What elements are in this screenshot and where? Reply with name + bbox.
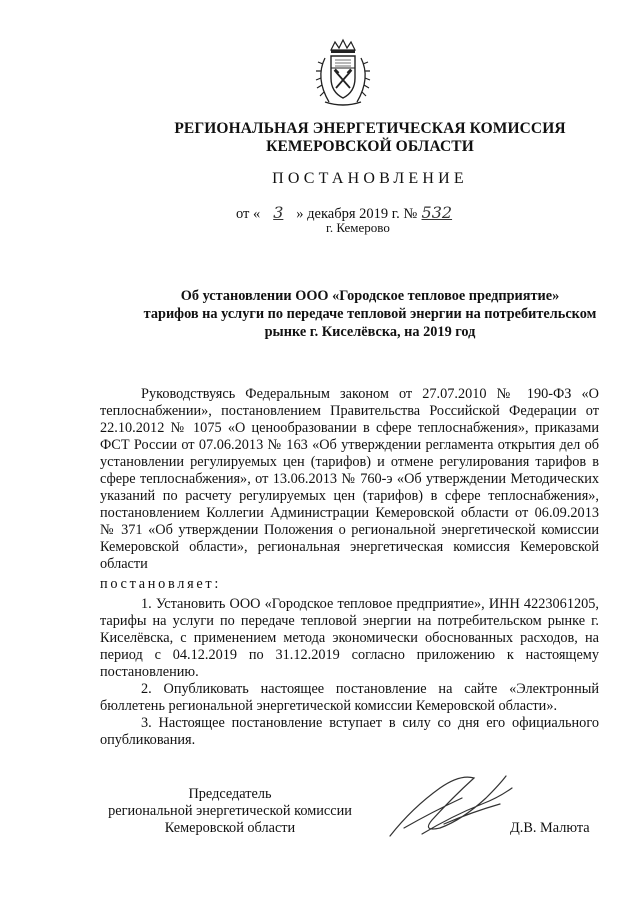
document-title-line: Об установлении ООО «Городское тепловое предприятие» bbox=[180, 288, 560, 304]
handwritten-signature bbox=[382, 758, 522, 848]
document-number: 532 bbox=[421, 203, 453, 222]
resolution-item-1: 1. Установить ООО «Городское тепловое предприятие», ИНН 4223061205, тарифы на услуги по передаче тепловой энергии на потребительском рынке г. Киселёвска, с применением метода экономически обоснованных расходов, на период с 04.12.2019 по 31.12.2019 согласно приложению к настоящему постановлению. bbox=[100, 596, 599, 680]
resolution-item-2: 2. Опубликовать настоящее постановление на сайте «Электронный бюллетень региональной энергетической комиссии Кемеровской области». bbox=[100, 681, 599, 714]
document-title-line: тарифов на услуги по передаче тепловой энергии на потребительском bbox=[143, 306, 597, 322]
document-city: г. Кемерово bbox=[326, 220, 390, 235]
resolution-item-3: 3. Настоящее постановление вступает в силу со дня его официального опубликования. bbox=[100, 715, 599, 748]
organization-region: КЕМЕРОВСКОЙ ОБЛАСТИ bbox=[266, 138, 474, 155]
document-title-line: рынке г. Киселёвска, на 2019 год bbox=[264, 324, 476, 340]
signatory-title: Кемеровской области bbox=[164, 820, 296, 836]
signatory-name: Д.В. Малюта bbox=[510, 820, 590, 836]
date-day: 3 bbox=[273, 203, 284, 222]
signatory-title: региональной энергетической комиссии bbox=[108, 803, 352, 819]
resolves-keyword: постановляет: bbox=[100, 576, 222, 592]
kemerovo-coat-of-arms-icon bbox=[311, 38, 375, 110]
organization-name: РЕГИОНАЛЬНАЯ ЭНЕРГЕТИЧЕСКАЯ КОМИССИЯ bbox=[174, 120, 566, 137]
signatory-title: Председатель bbox=[188, 786, 272, 802]
preamble-paragraph: Руководствуясь Федеральным законом от 27.07.2010 № 190-ФЗ «О теплоснабжении», постановлением Правительства Российской Федерации от 22.10.2012 № 1075 «О ценообразовании в сфере теплоснабжения», приказами ФСТ России от 07.06.2013 № 163 «Об утверждении регламента открытия дел об установлении регулируемых цен (тарифов) и отмене регулирования тарифов в сфере теплоснабжения», от 13.06.2013 № 760-э «Об утверждении Методических указаний по расчету регулируемых цен (тарифов) в сфере теплоснабжения», постановлением Коллегии Администрации Кемеровской области от 06.09.2013 № 371 «Об утверждении Положения о региональной энергетической комиссии Кемеровской области», региональная энергетическая комиссия Кемеровской области bbox=[100, 386, 599, 572]
date-prefix: от « bbox=[236, 206, 261, 222]
document-type: ПОСТАНОВЛЕНИЕ bbox=[272, 170, 468, 187]
date-month-year: » декабря 2019 г. № bbox=[296, 206, 418, 222]
